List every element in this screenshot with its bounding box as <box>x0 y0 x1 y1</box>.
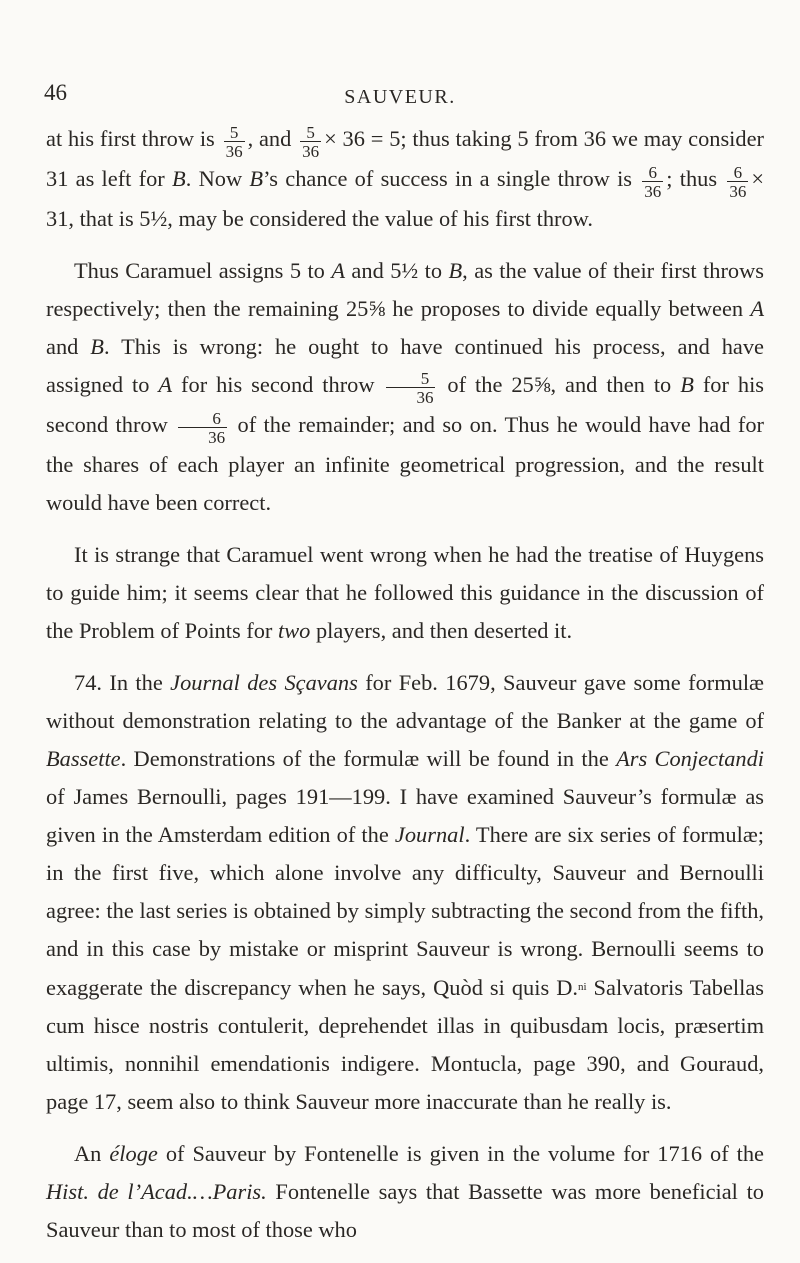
fraction-5-36 <box>386 370 435 406</box>
fraction-6-36 <box>642 164 663 200</box>
fraction-numerator: 6 <box>727 164 748 182</box>
variable-a: A <box>331 258 345 283</box>
p2-text-e: . This is wrong: he ought to have continued his process, and have assigned to <box>46 334 765 397</box>
p2-text-d: and <box>46 334 91 359</box>
p4-text-b: for Feb. 1679, Sauveur gave some formulæ without demonstration relating to the advantage of the Banker at the game of <box>46 670 764 733</box>
publication-title: Hist. de l’Acad.…Paris. <box>46 1179 267 1204</box>
running-title: SAUVEUR. <box>344 86 456 108</box>
p1-text-b: , and <box>247 126 298 151</box>
variable-a: A <box>750 296 764 321</box>
journal-title: Journal des Sçavans <box>170 670 358 695</box>
p5-text-c: Fontenelle says that Bassette was more beneficial to Sauveur than to most of those who <box>46 1179 764 1242</box>
p2-text-c: , as the value of their first throws respectively; then the remaining 25⅝ he proposes to divide equally between <box>46 258 765 321</box>
p4-text-e: . There are six series of formulæ; in the first five, which alone involve any difficulty, Sauveur and Bernoulli agree: the last series is obtained by simply subtracting the second from the fifth, and in this case by mistake or misprint Sauveur is wrong. Bernoulli seems to exaggerate the discrepancy when he says, Quòd si quis D. <box>46 822 764 1000</box>
fraction-denominator: 36 <box>225 142 243 161</box>
variable-b: B <box>90 334 104 359</box>
variable-b: B <box>172 166 186 191</box>
fraction-numerator: 5 <box>300 124 321 142</box>
journal-title-short: Journal <box>394 822 465 847</box>
p5-text-a: An <box>74 1141 110 1166</box>
fraction-6-36 <box>727 164 748 200</box>
fraction-denominator: 36 <box>729 182 747 201</box>
p1-text-h: × 31, that is 5½, may be considered the value of his first throw. <box>46 166 764 231</box>
fraction-5-36 <box>300 124 321 160</box>
page-number: 46 <box>44 80 67 105</box>
paragraph-4 <box>46 664 764 1121</box>
p4-text-c: . Demonstrations of the formulæ will be found in the <box>120 746 617 771</box>
fraction-numerator: 6 <box>178 410 227 428</box>
fraction-6-36 <box>178 410 227 446</box>
fraction-numerator: 6 <box>642 164 663 182</box>
fraction-denominator: 36 <box>416 388 434 407</box>
variable-b: B <box>448 258 463 283</box>
fraction-denominator: 36 <box>302 142 320 161</box>
p1-text-e: ’s chance of success in a single throw is <box>263 166 640 191</box>
paragraph-3 <box>46 536 764 650</box>
p2-text-i: of the remainder; and so on. Thus he would have had for the shares of each player an infinite geometrical progression, and the result would have been correct. <box>46 412 764 515</box>
fraction-denominator: 36 <box>644 182 662 201</box>
paragraph-1 <box>46 120 764 238</box>
game-name: Bassette <box>46 746 121 771</box>
p2-text-g: of the 25⅝, and then to <box>438 372 681 397</box>
p3-text-b: players, and then deserted it. <box>310 618 573 643</box>
body-text <box>46 120 764 1263</box>
paragraph-5 <box>46 1135 764 1249</box>
p2-text-b: and 5½ to <box>345 258 449 283</box>
fraction-numerator: 5 <box>386 370 435 388</box>
p2-text-f: for his second throw <box>172 372 384 397</box>
p1-text-g: ; thus <box>666 166 725 191</box>
p1-text-d: . Now <box>185 166 250 191</box>
p5-text-b: of Sauveur by Fontenelle is given in the volume for 1716 of the <box>157 1141 764 1166</box>
book-title: Ars Conjectandi <box>616 746 765 771</box>
emphasis-two: two <box>277 618 311 643</box>
p2-text-a: Thus Caramuel assigns 5 to <box>74 258 332 283</box>
p4-text-a: 74. In the <box>74 670 171 695</box>
fraction-denominator: 36 <box>208 428 226 447</box>
p1-text-a: at his first throw is <box>46 126 221 151</box>
variable-b: B <box>249 166 264 191</box>
p4-text-d: of James Bernoulli, pages 191—199. I have examined Sauveur’s formulæ as given in the Amsterdam edition of the <box>46 784 764 847</box>
fraction-5-36 <box>224 124 245 160</box>
p4-text-f: Salvatoris Tabellas cum hisce nostris contulerit, deprehendet illas in quibusdam locis, præsertim ultimis, nonnihil emendationis indigere. Montucla, page 390, and Gouraud, page 17, seem also to think Sauveur more inaccurate than he really is. <box>46 975 764 1114</box>
fraction-numerator: 5 <box>224 124 245 142</box>
emphasis-eloge: éloge <box>109 1141 158 1166</box>
paragraph-2 <box>46 252 764 522</box>
abbreviation-superscript: ni <box>577 981 587 993</box>
variable-a: A <box>158 372 173 397</box>
p1-text-c: × 36 = 5; thus taking 5 from 36 we may consider 31 as left for <box>46 126 764 191</box>
p2-text-h: for his second throw <box>46 372 765 437</box>
p3-text-a: It is strange that Caramuel went wrong when he had the treatise of Huygens to guide him; it seems clear that he followed this guidance in the discussion of the Problem of Points for <box>46 542 764 643</box>
variable-b: B <box>680 372 694 397</box>
